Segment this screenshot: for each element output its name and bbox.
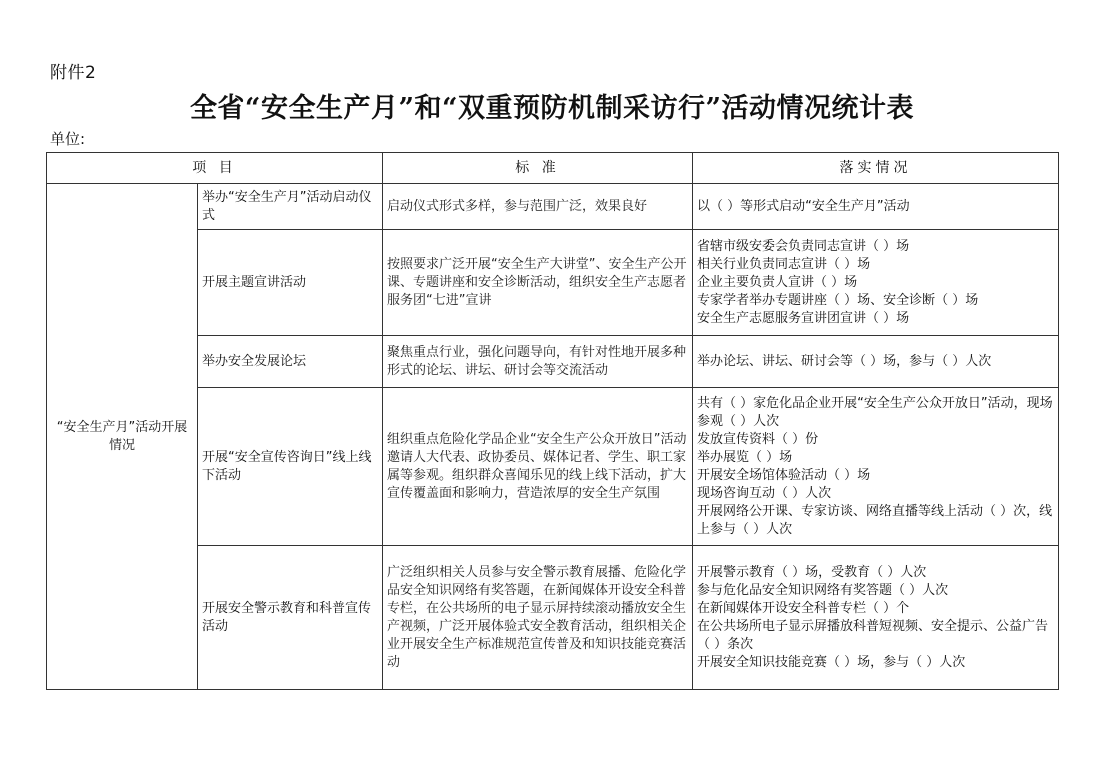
header-item: 项 目 bbox=[47, 153, 383, 184]
implementation-cell bbox=[693, 336, 1059, 388]
standard-cell: 启动仪式形式多样，参与范围广泛，效果良好 bbox=[383, 184, 693, 230]
standard-cell: 组织重点危险化学品企业“安全生产公众开放日”活动邀请人大代表、政协委员、媒体记者、学生、职工家属等参观。组织群众喜闻乐见的线上线下活动，扩大宣传覆盖面和影响力，营造浓厚的安全生产氛围 bbox=[383, 388, 693, 546]
implementation-cell bbox=[693, 546, 1059, 690]
statistics-table bbox=[46, 152, 1059, 690]
implementation-line: 开展安全知识技能竞赛（ ）场，参与（ ）人次 bbox=[697, 654, 966, 670]
standard-cell: 广泛组织相关人员参与安全警示教育展播、危险化学品安全知识网络有奖答题，在新闻媒体开设安全科普专栏，在公共场所的电子显示屏持续滚动播放安全生产视频，广泛开展体验式安全教育活动，组织相关企业开展安全生产标准规范宣传普及和知识技能竞赛活动 bbox=[383, 546, 693, 690]
implementation-cell bbox=[693, 388, 1059, 546]
item-cell: 开展“安全宣传咨询日”线上线下活动 bbox=[198, 388, 383, 546]
item-cell: 开展主题宣讲活动 bbox=[198, 230, 383, 336]
implementation-line: 开展网络公开课、专家访谈、网络直播等线上活动（ ）次，线上参与（ ）人次 bbox=[697, 503, 1053, 537]
implementation-line: 开展警示教育（ ）场，受教育（ ）人次 bbox=[697, 564, 927, 580]
implementation-line: 省辖市级安委会负责同志宣讲（ ）场 bbox=[697, 238, 910, 254]
implementation-line: 在公共场所电子显示屏播放科普短视频、安全提示、公益广告 bbox=[697, 618, 1049, 634]
implementation-cell bbox=[693, 184, 1059, 230]
unit-label: 单位: bbox=[50, 130, 86, 148]
implementation-line: 开展安全场馆体验活动（ ）场 bbox=[697, 467, 871, 483]
standard-cell: 聚焦重点行业，强化问题导向，有针对性地开展多种形式的论坛、讲坛、研讨会等交流活动 bbox=[383, 336, 693, 388]
header-standard: 标 准 bbox=[383, 153, 693, 184]
header-implementation: 落实情况 bbox=[693, 153, 1059, 184]
implementation-line: 发放宣传资料（ ）份 bbox=[697, 431, 819, 447]
implementation-line: 专家学者举办专题讲座（ ）场、安全诊断（ ）场 bbox=[697, 292, 979, 308]
table-row bbox=[47, 388, 1059, 546]
implementation-line: 在新闻媒体开设安全科普专栏（ ）个 bbox=[697, 600, 910, 616]
table-row bbox=[47, 546, 1059, 690]
implementation-cell bbox=[693, 230, 1059, 336]
implementation-line: 现场咨询互动（ ）人次 bbox=[697, 485, 832, 501]
implementation-line: 安全生产志愿服务宣讲团宣讲（ ）场 bbox=[697, 310, 910, 326]
item-cell: 举办“安全生产月”活动启动仪式 bbox=[198, 184, 383, 230]
implementation-line: 参与危化品安全知识网络有奖答题（ ）人次 bbox=[697, 582, 949, 598]
section-cell: “安全生产月”活动开展情况 bbox=[47, 184, 198, 690]
table-row bbox=[47, 336, 1059, 388]
document-title: 全省“安全生产月”和“双重预防机制采访行”活动情况统计表 bbox=[189, 93, 915, 124]
table-header-row bbox=[47, 153, 1059, 184]
implementation-line: 举办展览（ ）场 bbox=[697, 449, 793, 465]
implementation-line: 相关行业负责同志宣讲（ ）场 bbox=[697, 256, 871, 272]
attachment-label: 附件2 bbox=[50, 63, 97, 83]
standard-cell: 按照要求广泛开展“安全生产大讲堂”、安全生产公开课、专题讲座和安全诊断活动，组织安全生产志愿者服务团“七进”宣讲 bbox=[383, 230, 693, 336]
item-cell: 开展安全警示教育和科普宣传活动 bbox=[198, 546, 383, 690]
table-row bbox=[47, 230, 1059, 336]
implementation-line: 以（ ）等形式启动“安全生产月”活动 bbox=[697, 198, 910, 214]
table-row bbox=[47, 184, 1059, 230]
implementation-line: 共有（ ）家危化品企业开展“安全生产公众开放日”活动，现场参观（ ）人次 bbox=[697, 395, 1053, 429]
implementation-line: 企业主要负责人宣讲（ ）场 bbox=[697, 274, 858, 290]
item-cell: 举办安全发展论坛 bbox=[198, 336, 383, 388]
implementation-line: （ ）条次 bbox=[697, 636, 754, 652]
implementation-line: 举办论坛、讲坛、研讨会等（ ）场，参与（ ）人次 bbox=[697, 353, 992, 369]
